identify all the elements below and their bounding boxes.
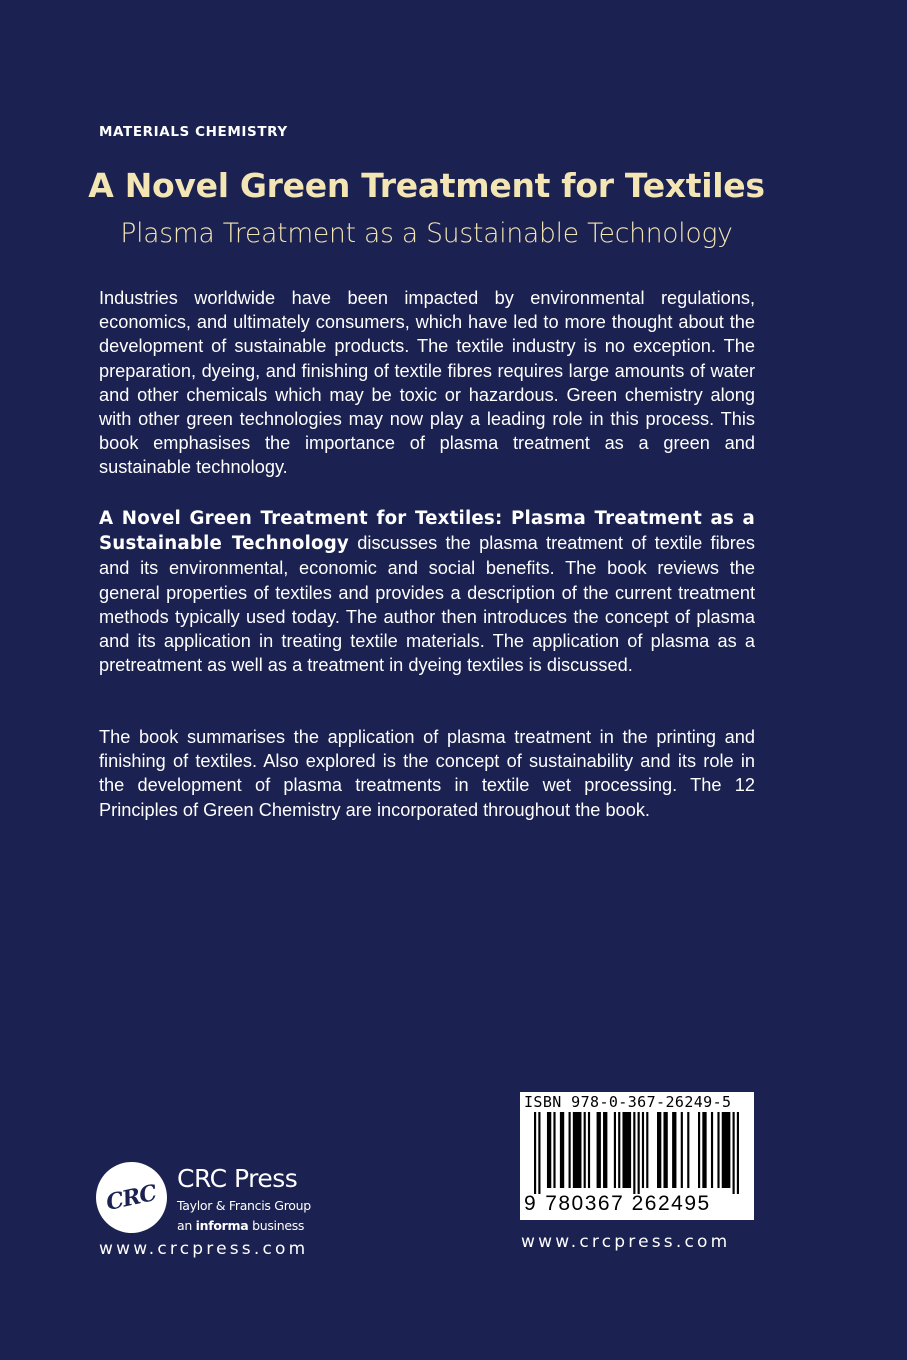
paragraph-2-text: discusses the plasma treatment of textile fibres and its environmental, economic and social benefits. The book reviews the general properties of textiles and provides a description of the current treatment methods typically used today. The author then introduces the concept of plasma and its application in treating textile materials. The application of plasma as a pretreatment as well as a treatment in dyeing textiles is discussed. [99,533,755,676]
crc-logo-text: CRC [104,1179,159,1216]
publisher-business-line [177,1218,304,1233]
publisher-group: Taylor & Francis Group [177,1198,311,1213]
publisher-name: CRC Press [177,1164,298,1193]
barcode-bar [733,1112,735,1194]
barcode-bar [663,1112,667,1188]
description-paragraph-3: The book summarises the application of plasma treatment in the printing and finishing of textiles. Also explored is the concept of sustainability and its role in the development of plasma treatments in textile wet processing. The 12 Principles of Green Chemistry are incorporated throughout the book. [99,727,755,820]
series-label: MATERIALS CHEMISTRY [99,124,288,140]
barcode-bar [687,1112,689,1188]
isbn-label: ISBN 978-0-367-26249-5 [524,1093,732,1111]
barcode-bar [622,1112,631,1188]
barcode-bar [711,1112,713,1188]
paragraph-book-title: A Novel Green Treatment for Textiles: Plasma Treatment as a Sustainable Technology [99,508,755,555]
barcode-bar [672,1112,676,1188]
barcode-bar [588,1112,590,1188]
barcode-digits-left: 780367 [545,1192,625,1215]
barcode-bar [698,1112,700,1188]
business-brand: informa [195,1218,249,1233]
barcode-bar [633,1112,635,1194]
barcode-bar [569,1112,571,1188]
publisher-url: www.crcpress.com [99,1239,309,1259]
barcode-url: www.crcpress.com [521,1232,731,1252]
barcode-bar [597,1112,601,1188]
barcode-bar [553,1112,555,1188]
barcode-bar [638,1112,640,1194]
barcode-bar [722,1112,731,1188]
business-suffix: business [248,1218,305,1233]
book-title: A Novel Green Treatment for Textiles [88,166,765,205]
barcode-bar [646,1112,648,1188]
barcode-bar [538,1112,540,1194]
business-prefix: an [177,1218,196,1233]
barcode-bar [534,1112,536,1194]
description-paragraph-2 [99,506,755,677]
barcode-bar [657,1112,661,1188]
barcode-bar [603,1112,607,1188]
barcode-digits [524,1192,711,1216]
barcode-bar [642,1112,644,1188]
book-subtitle: Plasma Treatment as a Sustainable Technology [120,218,733,249]
barcode-bar [618,1112,620,1188]
barcode-bar [702,1112,706,1188]
barcode-bar [560,1112,564,1188]
barcode-bar [584,1112,586,1188]
barcode-digit-lead: 9 [524,1192,538,1215]
crc-logo [96,1162,167,1233]
barcode-bar [717,1112,719,1188]
barcode-bar [573,1112,582,1188]
description-paragraph-1: Industries worldwide have been impacted by environmental regulations, economics, and ultimately consumers, which have led to more thought about the development of sustainable products. The textile industry is no exception. The preparation, dyeing, and finishing of textile fibres requires large amounts of water and other chemicals which may be toxic or hazardous. Green chemistry along with other green technologies may now play a leading role in this process. This book emphasises the importance of plasma treatment as a green and sustainable technology. [99,288,755,478]
barcode-bar [614,1112,616,1188]
barcode-bar [547,1112,551,1188]
barcode-bars [530,1112,744,1194]
barcode-bar [737,1112,739,1194]
barcode-bar [681,1112,683,1188]
barcode-digits-right: 262495 [631,1192,711,1215]
isbn-barcode [520,1092,754,1220]
